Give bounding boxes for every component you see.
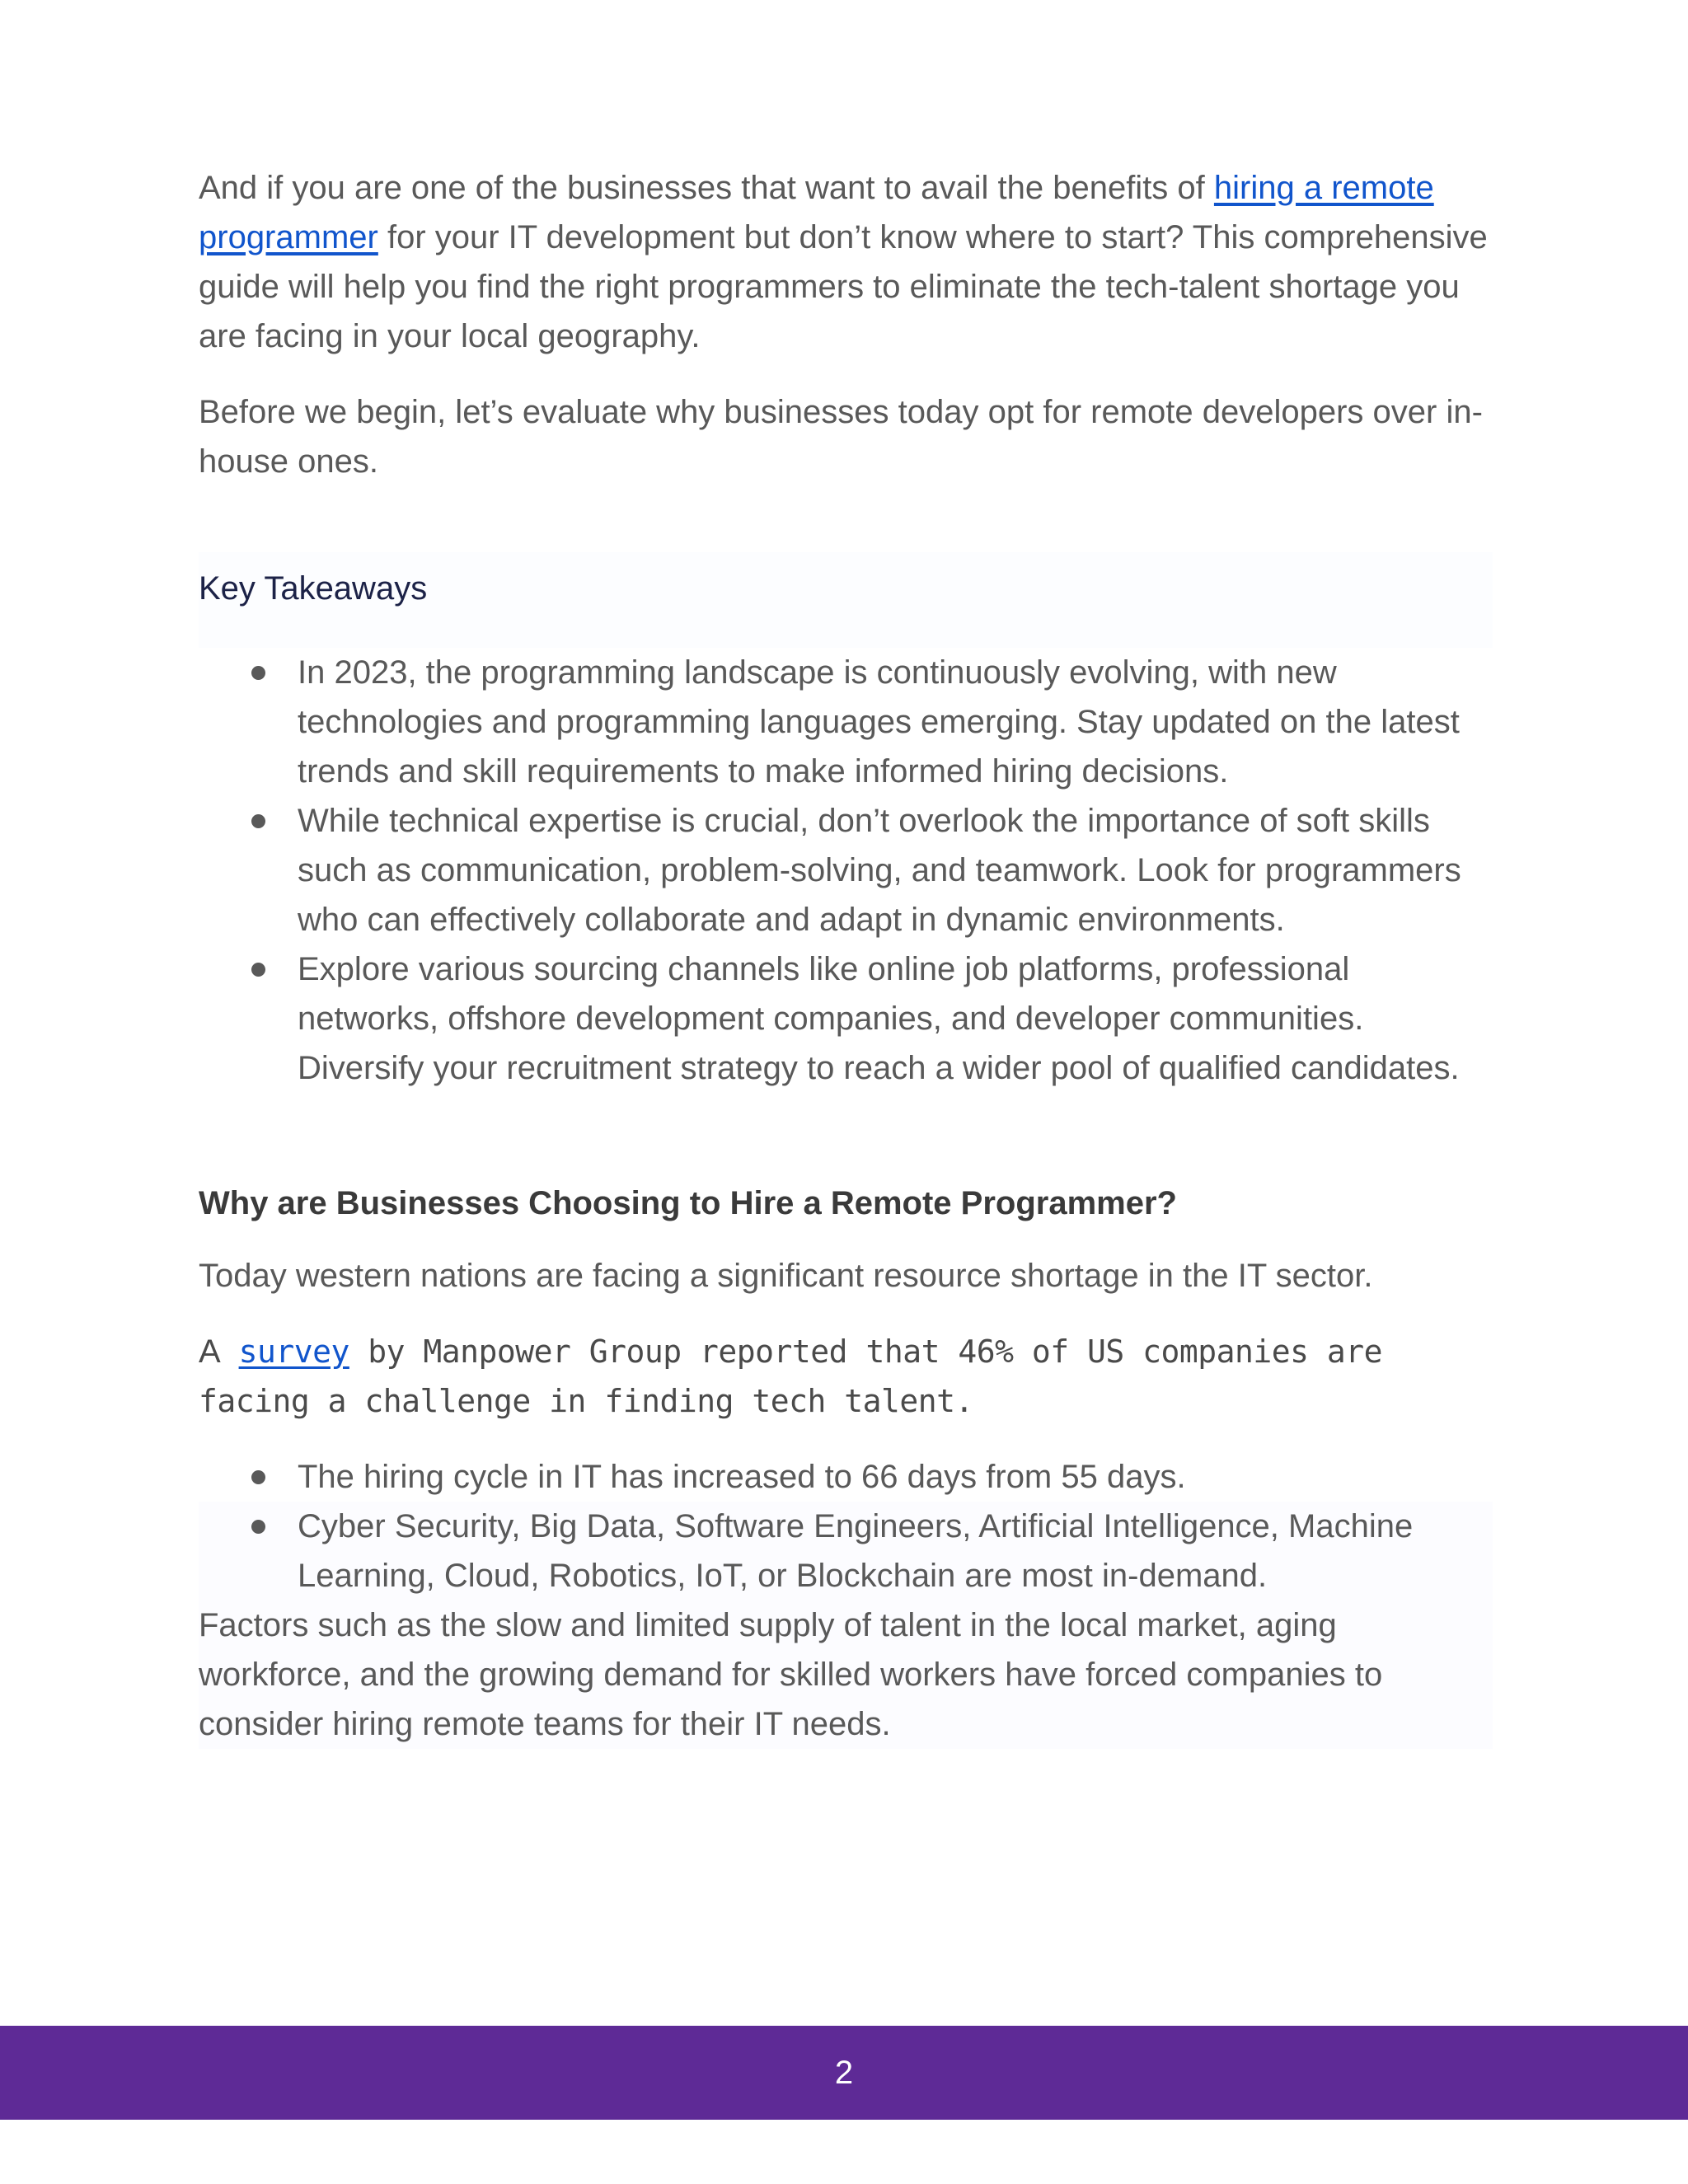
key-takeaways-title: Key Takeaways [199,570,428,607]
stats-list [199,1452,1493,1601]
survey-prefix: A [199,1333,221,1370]
list-item: In 2023, the programming landscape is continuously evolving, with new technologies and programming languages emerging. Stay updated on the latest trends and skill requirements to make informed hiring decisions. [199,648,1493,796]
list-item: Explore various sourcing channels like online job platforms, professional networks, offshore development companies, and developer communities. Diversify your recruitment strategy to reach a wider pool of qualified candidates. [199,944,1493,1093]
intro-text-after-link: for your IT development but don’t know where to start? This comprehensive guide will help you find the right programmers to eliminate the tech-talent shortage you are facing in your local geography. [199,219,1488,354]
factors-paragraph: Factors such as the slow and limited supply of talent in the local market, aging workforce, and the growing demand for skilled workers have forced companies to consider hiring remote teams for their IT needs. [199,1601,1493,1749]
key-takeaways-box [199,552,1493,648]
survey-paragraph [199,1327,1493,1426]
footer-bar [0,2026,1688,2120]
hiring-remote-programmer-link[interactable]: hiring a remote programmer [199,170,1434,255]
survey-text: by Manpower Group reported that 46% of US companies are facing a challenge in finding tech talent. [199,1333,1383,1419]
bullet-dot-icon [251,814,265,828]
list-item: The hiring cycle in IT has increased to 66 days from 55 days. [199,1452,1493,1502]
bullet-dot-icon [251,666,265,680]
key-takeaways-list [199,648,1493,1093]
resource-shortage-paragraph: Today western nations are facing a significant resource shortage in the IT sector. [199,1258,1373,1294]
list-item: While technical expertise is crucial, don’t overlook the importance of soft skills such as communication, problem-solving, and teamwork. Look for programmers who can effectively collaborate and adapt in dynamic environments. [199,796,1493,944]
bullet-dot-icon [251,1470,265,1484]
before-we-begin-paragraph: Before we begin, let’s evaluate why businesses today opt for remote developers over in-house ones. [199,394,1483,480]
bullet-dot-icon [251,963,265,977]
intro-text-before-link: And if you are one of the businesses that want to avail the benefits of [199,170,1214,206]
document-body [199,163,1493,1775]
intro-paragraph [199,163,1493,361]
section-heading: Why are Businesses Choosing to Hire a Remote Programmer? [199,1185,1177,1221]
page-number: 2 [834,2055,854,2091]
survey-link[interactable]: survey [238,1333,349,1370]
bullet-dot-icon [251,1520,265,1534]
list-item: Cyber Security, Big Data, Software Engineers, Artificial Intelligence, Machine Learning, Cloud, Robotics, IoT, or Blockchain are most in-demand. [199,1502,1493,1601]
